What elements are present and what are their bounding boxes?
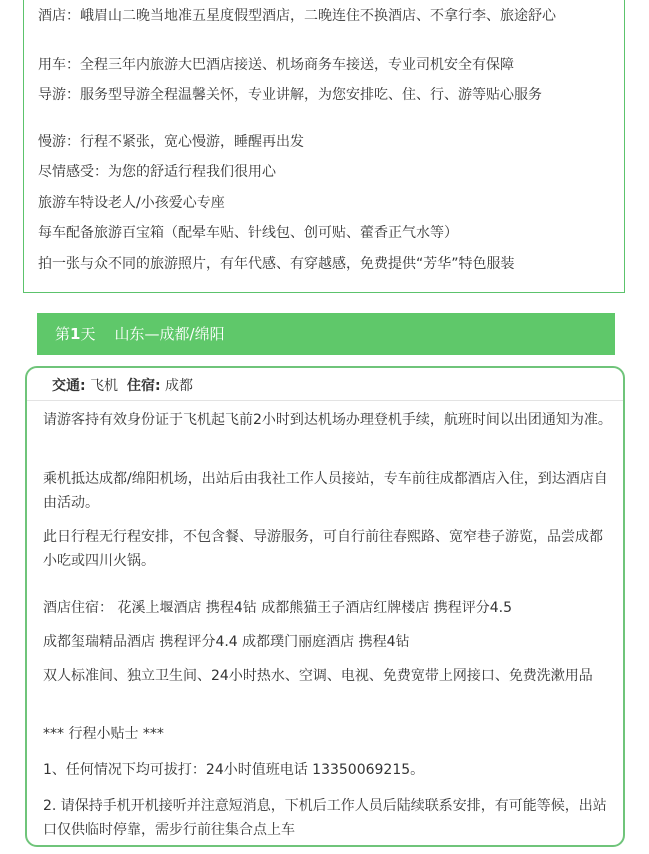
transport-label: 交通: xyxy=(52,378,86,394)
day-detail-box xyxy=(25,366,625,847)
feature-vehicle: 用车：全程三年内旅游大巴酒店接送、机场商务车接送，专业司机安全有保障 xyxy=(38,57,514,73)
stay-value: 成都 xyxy=(165,378,194,394)
feature-enjoy: 尽情感受：为您的舒适行程我们很用心 xyxy=(38,164,276,180)
tip-hotline: 1、任何情况下均可拔打：24小时值班电话 13350069215。 xyxy=(43,762,425,778)
stay-label: 住宿: xyxy=(126,378,161,394)
day-suffix: 天 xyxy=(80,325,96,343)
feature-hotel: 酒店：峨眉山二晚当地准五星度假型酒店，二晚连住不换酒店、不拿行李、旅途舒心 xyxy=(38,8,556,24)
features-box xyxy=(23,0,625,293)
day-prefix: 第 xyxy=(55,325,71,343)
detail-hotel-options-1: 酒店住宿： 花溪上堰酒店 携程4钻 成都熊猫王子酒店红牌楼店 携程评分4.5 xyxy=(43,600,512,616)
tips-heading: *** 行程小贴士 *** xyxy=(43,726,164,742)
detail-checkin: 请游客持有效身份证于飞机起飞前2小时到达机场办理登机手续，航班时间以出团通知为准。 xyxy=(43,412,612,428)
detail-arrival: 乘机抵达成都/绵阳机场，出站后由我社工作人员接站，专车前往成都酒店入住，到达酒店自由活动。 xyxy=(43,471,608,511)
feature-guide: 导游：服务型导游全程温馨关怀，专业讲解，为您安排吃、住、行、游等贴心服务 xyxy=(38,87,542,103)
detail-hotel-options-2: 成都玺瑞精品酒店 携程评分4.4 成都璞门丽庭酒店 携程4钻 xyxy=(43,634,410,650)
divider xyxy=(27,400,623,401)
detail-free-day: 此日行程无行程安排，不包含餐、导游服务，可自行前往春熙路、宽窄巷子游览，品尝成都小吃或四川火锅。 xyxy=(43,529,603,569)
day-number: 1 xyxy=(70,325,81,343)
transport-value: 飞机 xyxy=(90,378,119,394)
detail-room-facilities: 双人标准间、独立卫生间、24小时热水、空调、电视、免费宽带上网接口、免费洗漱用品 xyxy=(43,668,593,684)
day-header xyxy=(37,313,615,355)
feature-photo: 拍一张与众不同的旅游照片，有年代感、有穿越感，免费提供“芳华”特色服装 xyxy=(38,256,515,272)
transport-stay-info xyxy=(52,376,193,396)
feature-treasure-box: 每车配备旅游百宝箱（配晕车贴、针线包、创可贴、藿香正气水等） xyxy=(38,225,458,241)
day-route: 山东—成都/绵阳 xyxy=(114,325,225,343)
feature-slow-travel: 慢游：行程不紧张，宽心慢游，睡醒再出发 xyxy=(38,134,304,150)
tip-phone-contact: 2. 请保持手机开机接听并注意短消息，下机后工作人员后陆续联系安排，有可能等候，出站口仅供临时停靠，需步行前往集合点上车 xyxy=(43,798,607,838)
feature-priority-seat: 旅游车特设老人/小孩爱心专座 xyxy=(38,195,225,211)
